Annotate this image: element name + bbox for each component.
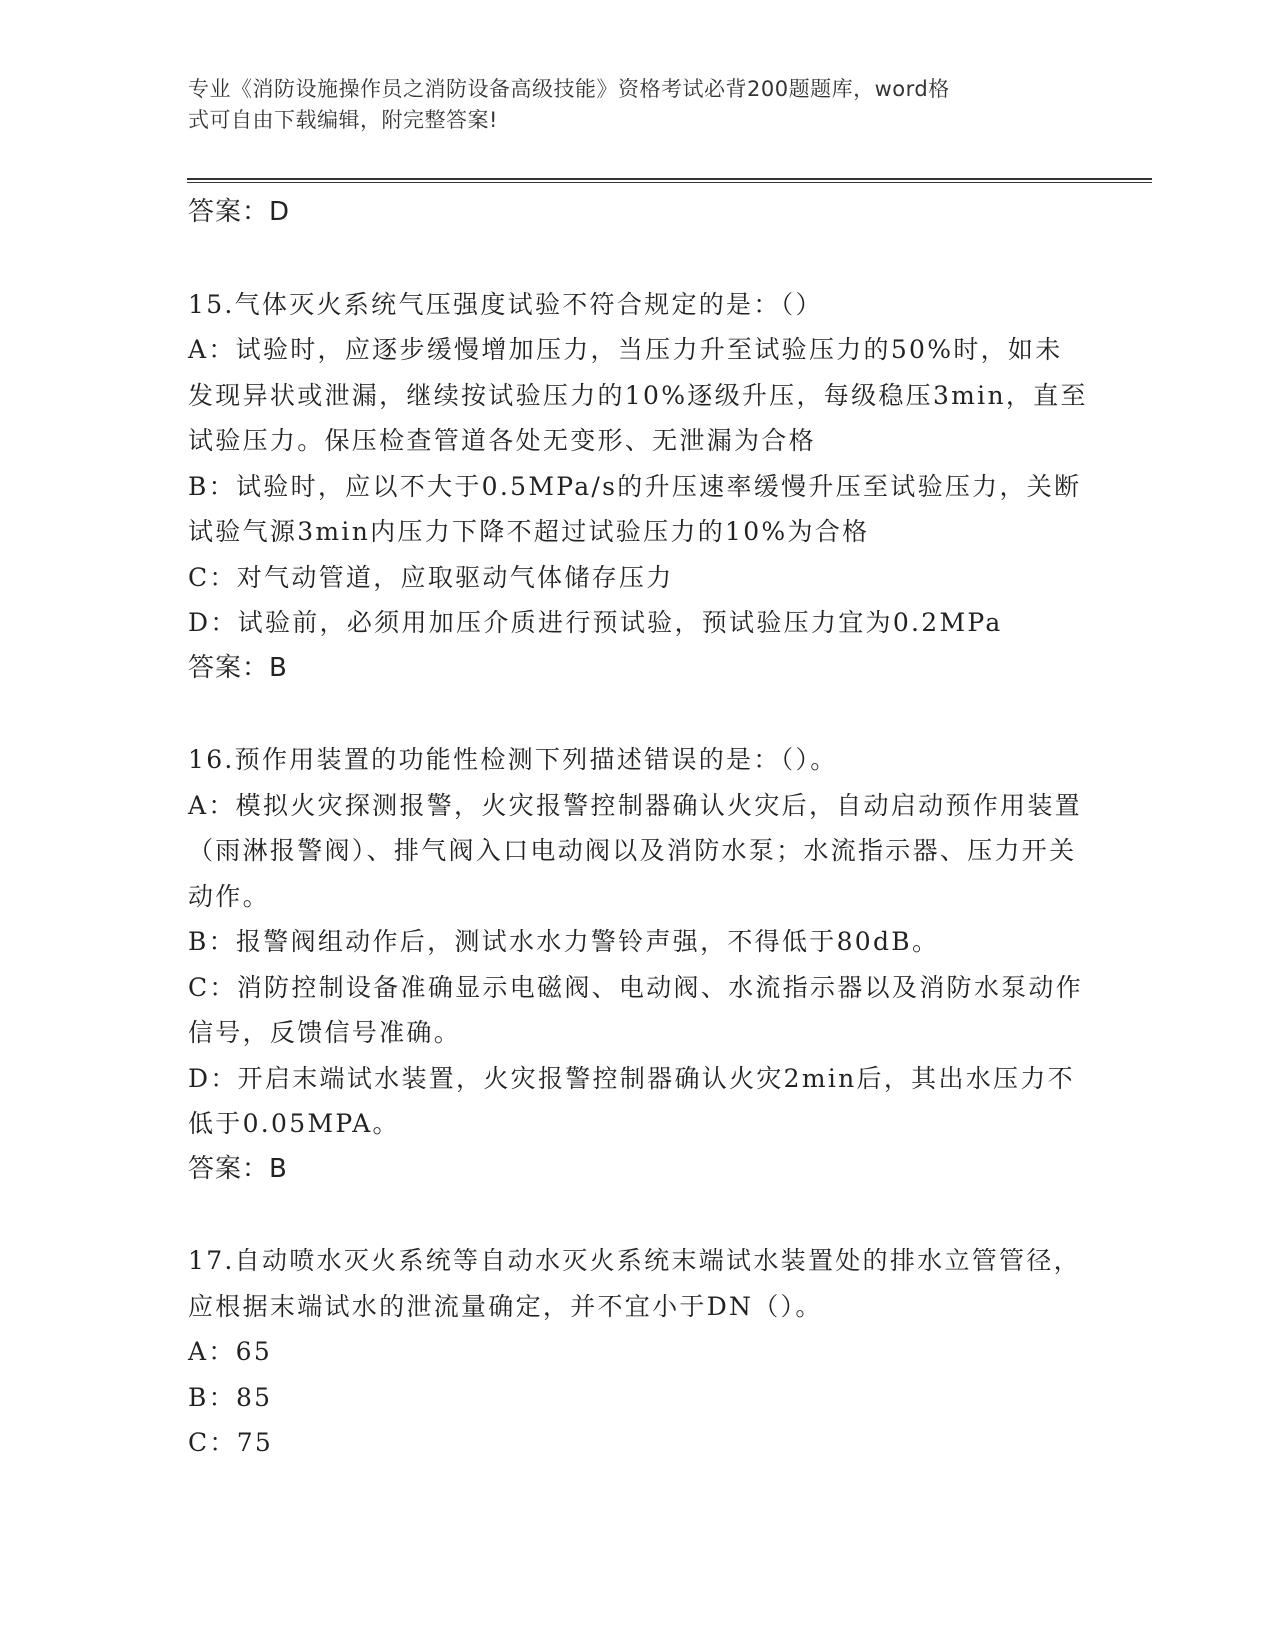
header-line-2: 式可自由下载编辑，附完整答案! [188,108,498,132]
spacer [188,236,1088,282]
option-a: A：试验时，应逐步缓慢增加压力，当压力升至试验压力的50%时，如未发现异状或泄漏，继续按试验压力的10%逐级升压，每级稳压3min，直至试验压力。保压检查管道各处无变形、无泄漏为合格 [188,335,1088,455]
spacer [188,691,1088,737]
option-d: D：开启末端试水装置，火灾报警控制器确认火灾2min后，其出水压力不低于0.05MPA。 [188,1063,1075,1138]
option-a: A：65 [188,1337,273,1366]
answer-prev: 答案：D [188,197,291,227]
question-15 [188,282,1088,692]
option-b: B：报警阀组动作后，测试水水力警铃声强，不得低于80dB。 [188,927,940,956]
document-header [188,74,1068,136]
answer: 答案：B [188,1153,288,1184]
header-line-1: 专业《消防设施操作员之消防设备高级技能》资格考试必背200题题库，word格 [188,77,950,101]
question-16 [188,737,1088,1192]
option-a: A：模拟火灾探测报警，火灾报警控制器确认火灾后，自动启动预作用装置（雨淋报警阀）、排气阀入口电动阀以及消防水泵；水流指示器、压力开关动作。 [188,790,1082,911]
answer: 答案：B [188,652,288,683]
option-c: C：消防控制设备准确显示电磁阀、电动阀、水流指示器以及消防水泵动作信号，反馈信号准确。 [188,972,1084,1047]
spacer [188,1192,1088,1238]
question-stem: 17.自动喷水灭火系统等自动水灭火系统末端试水装置处的排水立管管径，应根据末端试水的泄流量确定，并不宜小于DN（）。 [188,1246,1081,1321]
header-divider-thin [187,182,1152,183]
option-d: D：试验前，必须用加压介质进行预试验，预试验压力宜为0.2MPa [188,608,1003,637]
document-body [188,190,1088,1466]
question-stem: 15.气体灭火系统气压强度试验不符合规定的是：（） [188,289,823,319]
option-b: B：85 [188,1382,273,1412]
header-divider-thick [187,178,1152,180]
option-b: B：试验时，应以不大于0.5MPa/s的升压速率缓慢升压至试验压力，关断试验气源3min内压力下降不超过试验压力的10%为合格 [188,471,1082,546]
question-17 [188,1238,1088,1466]
question-stem: 16.预作用装置的功能性检测下列描述错误的是：（）。 [188,745,838,774]
option-c: C：75 [188,1428,274,1457]
option-c: C：对气动管道，应取驱动气体储存压力 [188,562,674,592]
